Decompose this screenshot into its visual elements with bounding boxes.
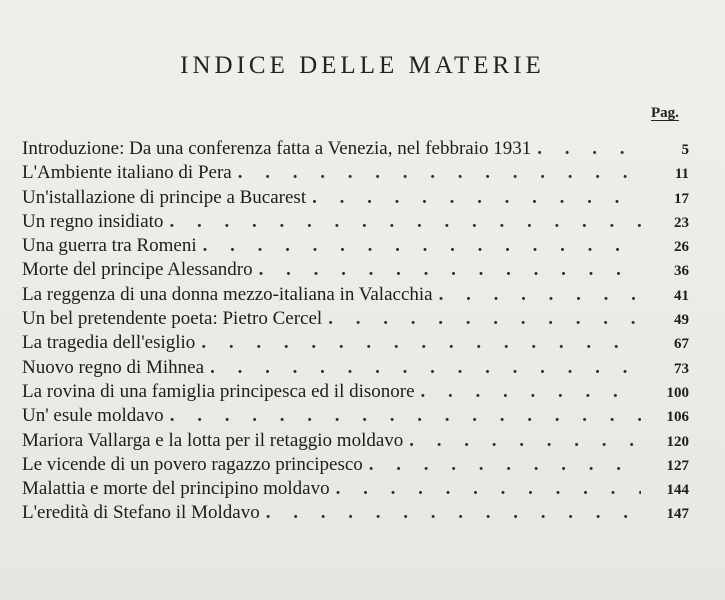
toc-entry [22,307,689,331]
entry-title: Un bel pretendente poeta: Pietro Cercel [22,308,323,330]
entry-page-number: 49 [674,312,689,329]
toc-entry [22,356,689,380]
dot-leader [312,186,641,210]
entry-page-number: 127 [666,457,689,474]
page-title: INDICE DELLE MATERIE [180,52,545,79]
entry-title: Introduzione: Da una conferenza fatta a Venezia, nel febbraio 1931 [22,138,532,159]
dot-leader [266,501,641,525]
page-column-label: Pag. [651,105,679,121]
entry-page-number: 26 [674,239,689,256]
dot-leader [421,380,641,404]
toc-entry [22,501,689,525]
entry-title: La tragedia dell'esiglio [22,332,196,354]
entry-title: Malattia e morte del principino moldavo [22,478,330,500]
entry-page-number: 144 [666,482,689,499]
dot-leader [201,331,641,355]
dot-leader [369,453,641,477]
entry-page-number: 100 [666,384,689,401]
dot-leader [439,283,641,307]
toc-entry [22,380,689,404]
dot-leader [210,356,641,380]
entry-page-number: 106 [666,409,689,426]
dot-leader [170,404,641,428]
entry-page-number: 41 [674,287,689,304]
dot-leader [537,137,641,161]
entry-page-number: 73 [674,360,689,377]
toc-entry [22,283,689,307]
toc-entry [22,210,689,234]
dot-leader [409,429,641,453]
toc-entry [22,137,689,161]
toc-entry [22,404,689,428]
entry-title: L'Ambiente italiano di Pera [22,162,232,184]
dot-leader [203,234,641,258]
entry-title: Morte del principe Alessandro [22,259,253,281]
entry-title: Un' esule moldavo [22,405,164,427]
toc-entry [22,186,689,210]
table-of-contents [22,137,689,526]
entry-page-number: 23 [674,214,689,231]
entry-title: Mariora Vallarga e la lotta per il retaggio moldavo [22,429,404,451]
toc-entry [22,453,689,477]
entry-title: Un regno insidiato [22,210,164,232]
entry-title: Un'istallazione di principe a Bucarest [22,186,307,208]
entry-page-number: 120 [666,433,689,450]
toc-entry [22,331,689,355]
toc-entry [22,161,689,185]
entry-title: La reggenza di una donna mezzo-italiana in Valacchia [22,283,433,305]
toc-entry [22,234,689,258]
dot-leader [328,307,641,331]
toc-entry [22,258,689,282]
dot-leader [336,477,641,501]
entry-title: Una guerra tra Romeni [22,235,197,257]
entry-page-number: 5 [681,142,689,158]
toc-entry [22,429,689,453]
dot-leader [259,258,641,282]
dot-leader [238,161,641,185]
entry-page-number: 11 [674,166,689,183]
entry-title: Nuovo regno di Mihnea [22,356,205,378]
entry-title: Le vicende di un povero ragazzo principesco [22,453,363,475]
dot-leader [169,210,641,234]
entry-page-number: 36 [674,263,689,280]
entry-title: L'eredità di Stefano il Moldavo [22,502,260,524]
entry-page-number: 17 [674,190,689,207]
entry-title: La rovina di una famiglia principesca ed il disonore [22,380,415,402]
toc-entry [22,477,689,501]
entry-page-number: 147 [666,506,689,523]
entry-page-number: 67 [674,336,689,353]
